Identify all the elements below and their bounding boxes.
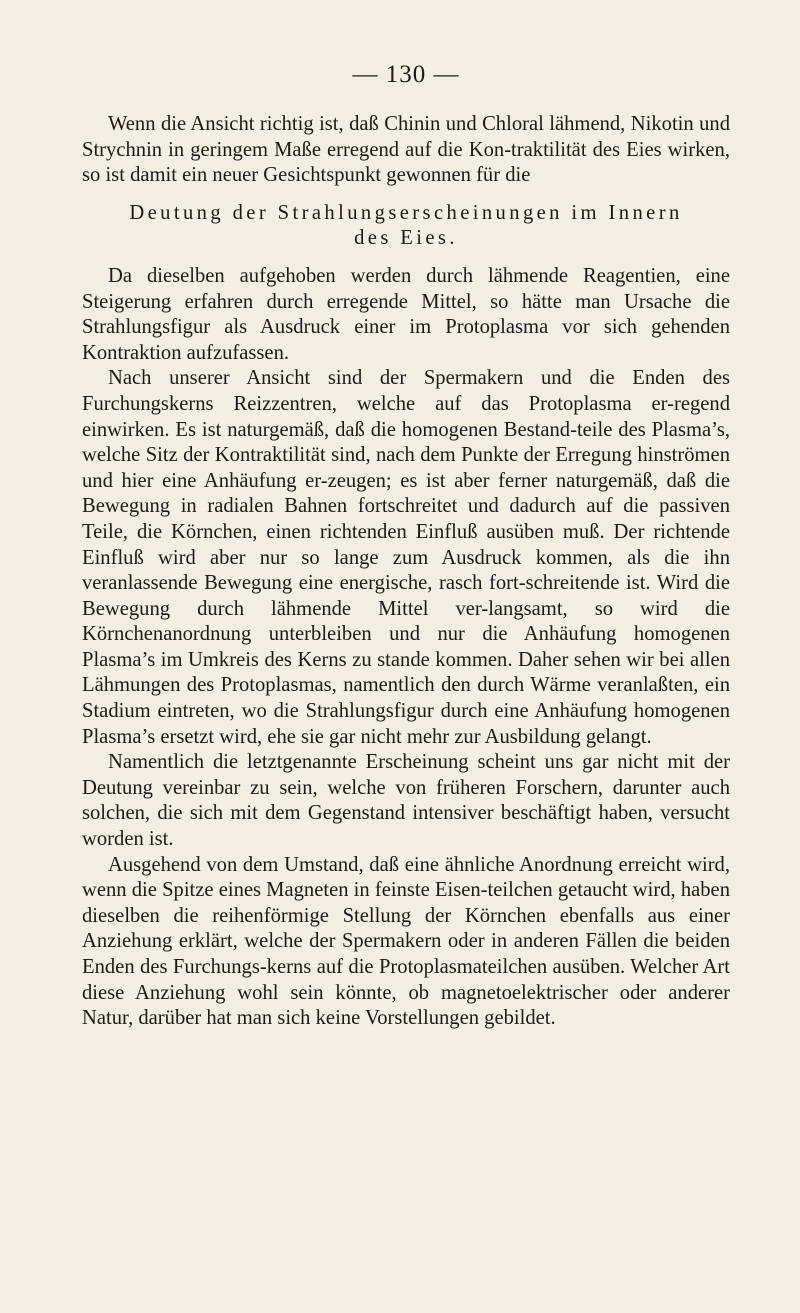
body-paragraph-4: Ausgehend von dem Umstand, daß eine ähnliche Anordnung erreicht wird, wenn die Spitze eines Magneten in feinste Eisen-teilchen getaucht wird, haben dieselben die reihenförmige Stellung der Körnchen ebenfalls aus einer Anziehung erklärt, welche der Spermakern oder in anderen Fällen die beiden Enden des Furchungs-kerns auf die Protoplasmateilchen ausüben. Welcher Art diese Anziehung wohl sein könnte, ob magnetoelektrischer oder anderer Natur, darüber hat man sich keine Vorstellungen gebildet. bbox=[82, 853, 730, 1030]
body-paragraph-2: Nach unserer Ansicht sind der Spermakern und die Enden des Furchungskerns Reizzentren, welche auf das Protoplasma er-regend einwirken. Es ist naturgemäß, daß die homogenen Bestand-teile des Plasma’s, welche Sitz der Kontraktilität sind, nach dem Punkte der Erregung hinströmen und hier eine Anhäufung er-zeugen; es ist aber ferner naturgemäß, daß die Bewegung in radialen Bahnen fortschreitet und dadurch auf die passiven Teile, die Körnchen, einen richtenden Einfluß ausüben muß. Der richtende Einfluß wird aber nur so lange zum Ausdruck kommen, als die ihn veranlassende Bewegung eine energische, rasch fort-schreitende ist. Wird die Bewegung durch lähmende Mittel ver-langsamt, so wird die Körnchenanordnung unterbleiben und nur die Anhäufung homogenen Plasma’s im Umkreis des Kerns zu stande kommen. Daher sehen wir bei allen Lähmungen des Protoplasmas, namentlich den durch Wärme veranlaßten, ein Stadium eintreten, wo die Strahlungsfigur durch eine Anhäufung homogenen Plasma’s ersetzt wird, ehe sie gar nicht mehr zur Ausbildung gelangt. bbox=[82, 367, 730, 748]
section-heading-line-1: Deutung der Strahlungserscheinungen im Innern bbox=[129, 201, 683, 224]
section-gap bbox=[82, 189, 730, 201]
section-heading bbox=[82, 201, 730, 252]
body-paragraph-1: Da dieselben aufgehoben werden durch lähmende Reagentien, eine Steigerung erfahren durch erregende Mittel, so hätte man Ursache die Strahlungsfigur als Ausdruck einer im Protoplasma vor sich gehenden Kontraktion aufzufassen. bbox=[82, 264, 730, 364]
intro-paragraph: Wenn die Ansicht richtig ist, daß Chinin und Chloral lähmend, Nikotin und Strychnin in geringem Maße erregend auf die Kon-traktilität des Eies wirken, so ist damit ein neuer Gesichtspunkt gewonnen für die bbox=[82, 113, 730, 187]
body-paragraph-3: Namentlich die letztgenannte Erscheinung scheint uns gar nicht mit der Deutung vereinbar zu sein, welche von früheren Forschern, darunter auch solchen, die sich mit dem Gegenstand intensiver beschäftigt haben, versucht worden ist. bbox=[82, 751, 730, 851]
section-heading-line-2: des Eies. bbox=[354, 227, 458, 250]
page-number: — 130 — bbox=[352, 61, 460, 88]
document-page bbox=[82, 60, 730, 1032]
